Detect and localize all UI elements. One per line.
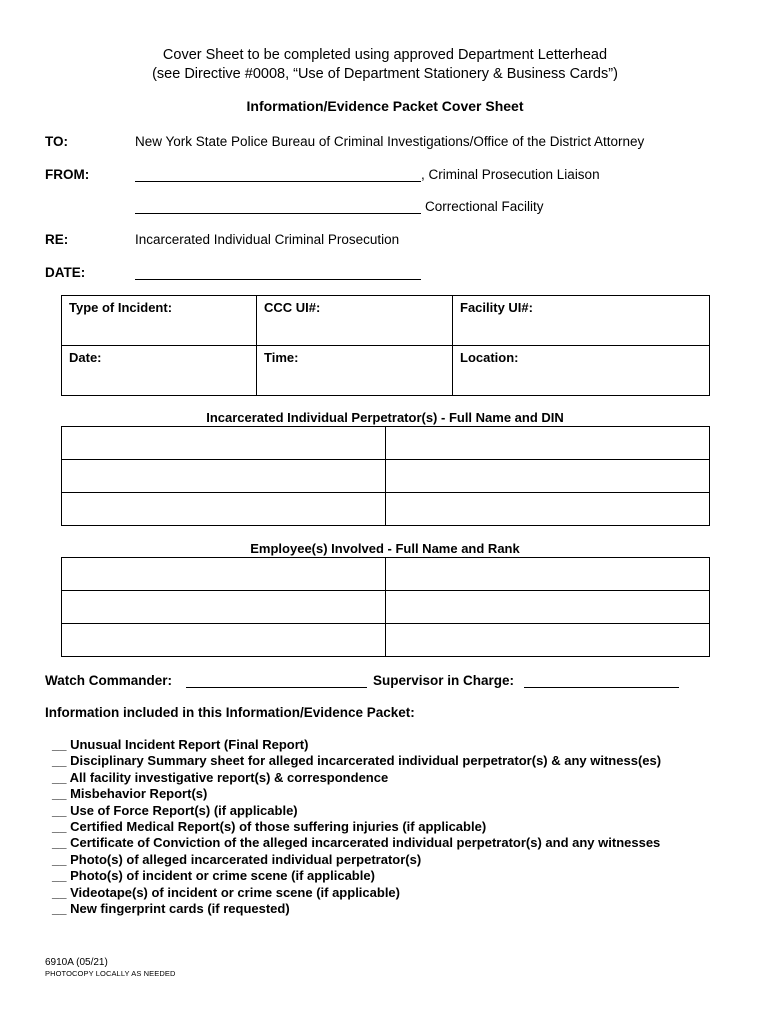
facility-ui-label: Facility UI#: — [460, 300, 533, 315]
employees-table — [61, 557, 710, 657]
checklist-item-label: Disciplinary Summary sheet for alleged incarcerated individual perpetrator(s) & any witness(es) — [70, 753, 662, 769]
checklist-item — [52, 803, 298, 818]
checklist-checkbox[interactable]: __ — [52, 851, 67, 867]
from-facility-field[interactable] — [135, 213, 421, 214]
checklist-item — [52, 753, 661, 768]
incident-date-label: Date: — [69, 350, 102, 365]
from-liaison-suffix: , Criminal Prosecution Liaison — [421, 167, 600, 182]
employee-name-cell[interactable] — [62, 591, 386, 624]
checklist-checkbox[interactable]: __ — [52, 753, 67, 769]
incident-location-cell[interactable] — [453, 346, 710, 396]
employee-rank-cell[interactable] — [386, 558, 710, 591]
checklist-item — [52, 835, 660, 850]
employee-name-cell[interactable] — [62, 558, 386, 591]
checklist-item-label: Unusual Incident Report (Final Report) — [70, 737, 309, 752]
incident-time-cell[interactable] — [257, 346, 453, 396]
checklist-checkbox[interactable]: __ — [52, 802, 67, 818]
checklist-item-label: Photo(s) of alleged incarcerated individual perpetrator(s) — [70, 851, 422, 867]
ccc-ui-cell[interactable] — [257, 296, 453, 346]
checklist-checkbox[interactable]: __ — [52, 884, 67, 900]
type-of-incident-cell[interactable] — [62, 296, 257, 346]
checklist-item-label: Misbehavior Report(s) — [70, 786, 208, 802]
perpetrator-din-cell[interactable] — [386, 493, 710, 526]
checklist-item-label: New fingerprint cards (if requested) — [70, 901, 290, 916]
perpetrator-name-cell[interactable] — [62, 493, 386, 526]
employee-rank-cell[interactable] — [386, 591, 710, 624]
checklist-checkbox[interactable]: __ — [52, 786, 67, 802]
employee-rank-cell[interactable] — [386, 624, 710, 657]
checklist-item-label: Use of Force Report(s) (if applicable) — [70, 802, 298, 818]
watch-commander-field[interactable] — [186, 687, 367, 688]
employees-heading: Employee(s) Involved - Full Name and Rank — [250, 541, 520, 556]
header-line-1: Cover Sheet to be completed using approved Department Letterhead — [162, 47, 608, 63]
employee-name-cell[interactable] — [62, 624, 386, 657]
checklist-checkbox[interactable]: __ — [52, 835, 67, 851]
checklist-checkbox[interactable]: __ — [52, 737, 67, 752]
checklist-checkbox[interactable]: __ — [52, 819, 67, 834]
type-of-incident-label: Type of Incident: — [69, 300, 173, 315]
perpetrators-table — [61, 426, 710, 526]
checklist-item-label: Videotape(s) of incident or crime scene (if applicable) — [70, 884, 400, 900]
checklist-item-label: Photo(s) of incident or crime scene (if applicable) — [70, 868, 375, 884]
perpetrator-din-cell[interactable] — [386, 460, 710, 493]
checklist-item-label: All facility investigative report(s) & correspondence — [69, 769, 389, 785]
to-value: New York State Police Bureau of Criminal Investigations/Office of the District Attorney — [135, 134, 645, 149]
re-value: Incarcerated Individual Criminal Prosecution — [135, 232, 400, 247]
checklist-item-label: Certified Medical Report(s) of those suffering injuries (if applicable) — [70, 819, 487, 834]
footer-note: PHOTOCOPY LOCALLY AS NEEDED — [45, 969, 176, 978]
checklist-item — [52, 868, 375, 883]
checklist-item — [52, 819, 486, 834]
header-line-2: (see Directive #0008, “Use of Department Stationery & Business Cards”) — [152, 66, 618, 82]
perpetrator-name-cell[interactable] — [62, 427, 386, 460]
facility-ui-cell[interactable] — [453, 296, 710, 346]
checklist-checkbox[interactable]: __ — [52, 769, 67, 785]
checklist-item-label: Certificate of Conviction of the alleged incarcerated individual perpetrator(s) and any witnesses — [70, 835, 661, 851]
supervisor-field[interactable] — [524, 687, 679, 688]
checklist-item — [52, 885, 400, 900]
info-heading: Information included in this Information/Evidence Packet: — [45, 705, 415, 720]
perpetrator-name-cell[interactable] — [62, 460, 386, 493]
incident-date-cell[interactable] — [62, 346, 257, 396]
perpetrators-heading: Incarcerated Individual Perpetrator(s) - Full Name and DIN — [206, 410, 564, 425]
incident-location-label: Location: — [460, 350, 519, 365]
re-label: RE: — [45, 232, 69, 247]
form-number: 6910A (05/21) — [45, 957, 108, 968]
checklist-item — [52, 786, 207, 801]
date-field[interactable] — [135, 279, 421, 280]
checklist-item — [52, 901, 290, 916]
checklist-item — [52, 852, 421, 867]
from-name-field[interactable] — [135, 181, 421, 182]
date-label: DATE: — [45, 265, 86, 280]
from-facility-suffix: Correctional Facility — [425, 199, 544, 214]
checklist-checkbox[interactable]: __ — [52, 901, 67, 916]
incident-table — [61, 295, 710, 396]
ccc-ui-label: CCC UI#: — [264, 300, 321, 315]
perpetrator-din-cell[interactable] — [386, 427, 710, 460]
page-title: Information/Evidence Packet Cover Sheet — [246, 98, 524, 114]
incident-time-label: Time: — [264, 350, 299, 365]
checklist-item — [52, 770, 388, 785]
watch-commander-label: Watch Commander: — [45, 673, 173, 688]
checklist-checkbox[interactable]: __ — [52, 868, 67, 884]
from-label: FROM: — [45, 167, 90, 182]
to-label: TO: — [45, 134, 68, 149]
supervisor-label: Supervisor in Charge: — [373, 673, 515, 688]
checklist-item — [52, 737, 308, 752]
